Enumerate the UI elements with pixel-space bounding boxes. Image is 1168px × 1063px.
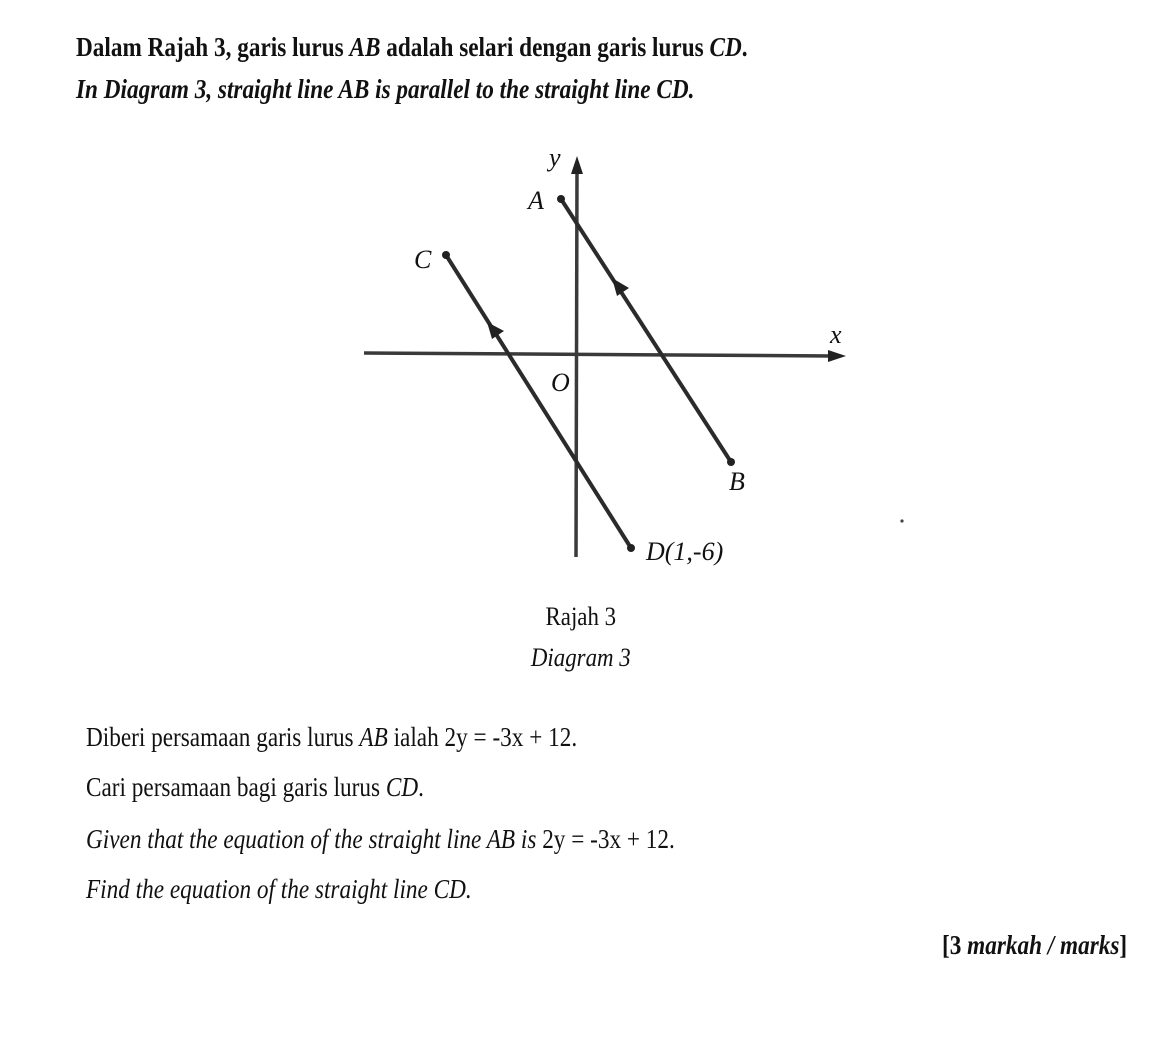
x-axis	[364, 353, 832, 356]
y-axis	[576, 170, 577, 557]
y-axis-label: y	[549, 143, 561, 172]
caption-malay: Rajah 3	[545, 602, 617, 631]
point-c-label: C	[414, 245, 432, 274]
line-ab-ref: AB	[349, 32, 381, 62]
speck-mark	[900, 519, 903, 522]
intro-english: In Diagram 3, straight line AB is parallel to the straight line CD.	[76, 74, 695, 104]
origin-label: O	[551, 368, 570, 397]
line-ab	[561, 199, 731, 462]
point-b-dot	[727, 458, 735, 466]
point-a-label: A	[528, 186, 544, 215]
point-d-label: D(1,-6)	[646, 537, 724, 566]
point-d-dot	[627, 544, 635, 552]
marks-allocation: [3 markah / marks]	[942, 930, 1128, 960]
given-english: Given that the equation of the straight line AB is 2y = -3x + 12.	[86, 824, 675, 854]
given-malay: Diberi persamaan garis lurus AB ialah 2y = -3x + 12.	[86, 722, 578, 752]
y-axis-arrowhead	[571, 156, 583, 174]
find-english: Find the equation of the straight line CD.	[86, 874, 472, 904]
point-c-dot	[442, 251, 450, 259]
find-malay: Cari persamaan bagi garis lurus CD.	[86, 772, 424, 802]
point-b-label: B	[729, 467, 745, 496]
caption-english: Diagram 3	[530, 643, 631, 672]
line-ab-ref: AB	[359, 722, 388, 752]
x-axis-arrowhead	[828, 350, 846, 362]
line-cd-ref: CD	[385, 772, 419, 802]
intro-malay: Dalam Rajah 3, garis lurus AB adalah selari dengan garis lurus CD.	[76, 32, 748, 62]
equation-ab: 2y = -3x + 12.	[444, 722, 578, 752]
line-cd	[446, 255, 631, 548]
equation-ab: 2y = -3x + 12.	[542, 824, 675, 854]
line-ab-arrowhead	[612, 278, 629, 296]
x-axis-label: x	[830, 320, 842, 349]
line-cd-ref: CD	[709, 32, 742, 62]
point-a-dot	[557, 195, 565, 203]
line-cd-arrowhead	[487, 322, 504, 339]
